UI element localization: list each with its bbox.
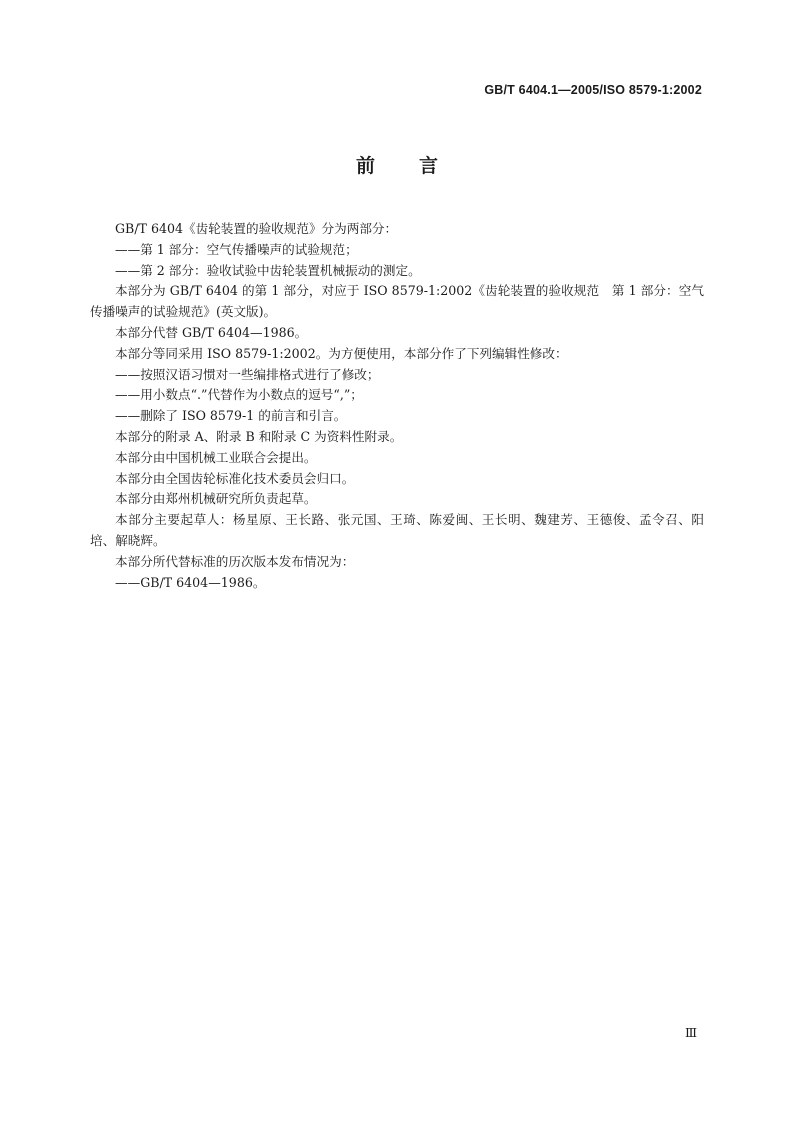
paragraph-parts-intro: GB/T 6404《齿轮装置的验收规范》分为两部分： xyxy=(115,221,398,236)
page-number: Ⅲ xyxy=(684,1026,697,1040)
paragraph-part-1: ——第 1 部分：空气传播噪声的试验规范； xyxy=(115,241,358,257)
page-title-char-1: 前 xyxy=(355,155,375,177)
paragraph-proposed-by: 本部分由中国机械工业联合会提出。 xyxy=(115,449,317,465)
paragraph-annexes: 本部分的附录 A、附录 B 和附录 C 为资料性附录。 xyxy=(115,428,403,444)
paragraph-drafted-by: 本部分由郑州机械研究所负责起草。 xyxy=(115,491,317,507)
standard-code-header: GB/T 6404.1—2005/ISO 8579-1:2002 xyxy=(484,83,702,97)
paragraph-drafters: 本部分主要起草人：杨星原、王长路、张元国、王琦、陈爱闽、王长明、魏建芳、王德俊、孟令召、阳培、解晓辉。 xyxy=(90,512,704,548)
paragraph-adoption: 本部分等同采用 ISO 8579-1:2002。为方便使用，本部分作了下列编辑性修改： xyxy=(115,345,568,361)
page-title xyxy=(0,151,794,178)
paragraph-replaces: 本部分代替 GB/T 6404—1986。 xyxy=(115,324,308,340)
paragraph-edit-2: ——用小数点“.”代替作为小数点的逗号“,”； xyxy=(115,387,363,403)
paragraph-part-2: ——第 2 部分：验收试验中齿轮装置机械振动的测定。 xyxy=(115,262,421,278)
paragraph-history-intro: 本部分所代替标准的历次版本发布情况为： xyxy=(115,553,355,569)
paragraph-edit-1: ——按照汉语习惯对一些编排格式进行了修改； xyxy=(115,366,380,382)
paragraph-history-item: ——GB/T 6404—1986。 xyxy=(115,574,266,590)
paragraph-centralized-by: 本部分由全国齿轮标准化技术委员会归口。 xyxy=(115,470,355,486)
paragraph-edit-3: ——删除了 ISO 8579-1 的前言和引言。 xyxy=(115,408,347,424)
page-title-char-2: 言 xyxy=(419,155,439,177)
foreword-body xyxy=(90,219,704,593)
paragraph-correspondence: 本部分为 GB/T 6404 的第 1 部分，对应于 ISO 8579-1:2002《齿轮装置的验收规范 第 1 部分：空气传播噪声的试验规范》(英文版)。 xyxy=(90,283,704,320)
